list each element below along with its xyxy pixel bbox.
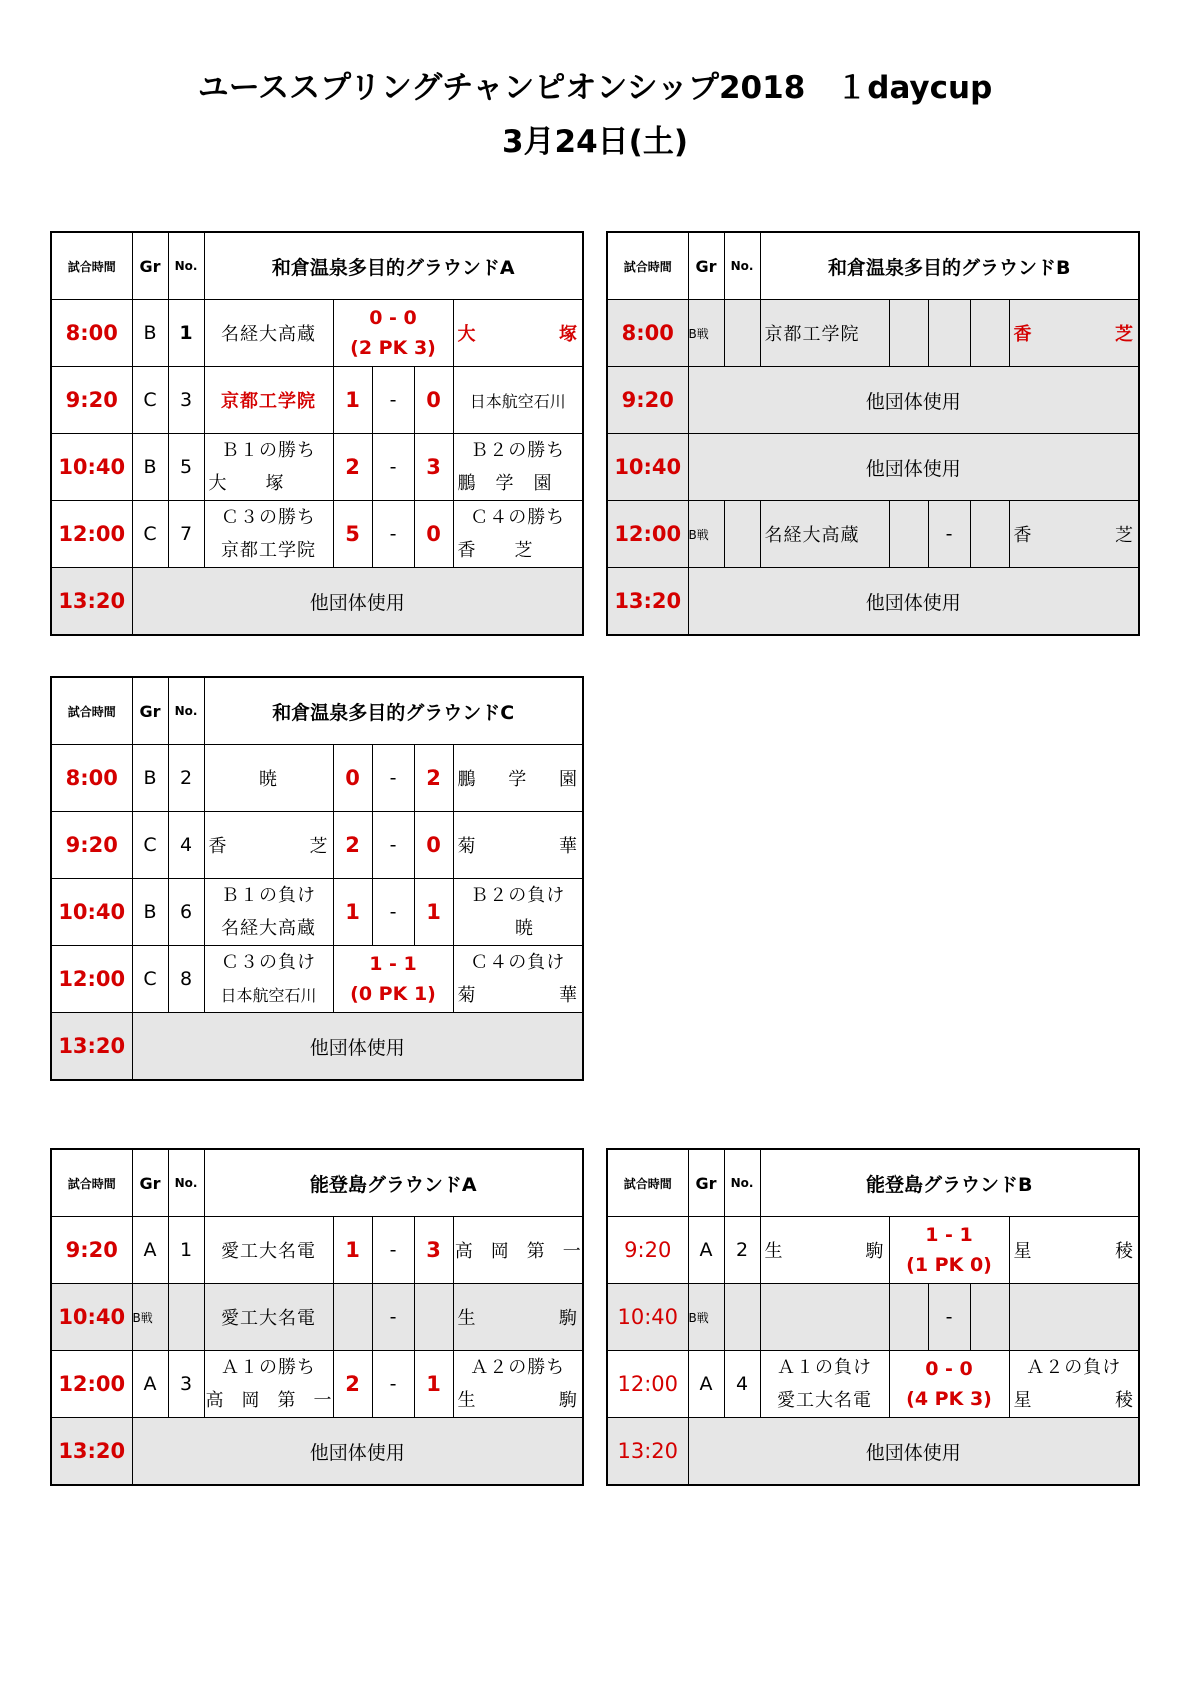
other-use-label: 他団体使用 xyxy=(688,568,1139,636)
away-team-part: 生 xyxy=(457,1308,477,1329)
away-team-source: Ａ２の負け xyxy=(1026,1357,1122,1378)
away-team xyxy=(453,434,583,501)
match-group: A xyxy=(132,1217,168,1284)
away-team xyxy=(1009,1217,1139,1284)
score-dash: - xyxy=(372,501,414,568)
header-gr: Gr xyxy=(688,1149,724,1217)
home-team-name: 日本航空石川 xyxy=(220,986,317,1005)
home-team: 愛工大名電 xyxy=(204,1217,333,1284)
score-line: 1 - 1 xyxy=(369,953,417,975)
away-team xyxy=(453,1284,583,1351)
away-team-part: 園 xyxy=(559,769,578,790)
unavailable-row xyxy=(607,1418,1139,1486)
schedule-table-notojima-b xyxy=(606,1148,1140,1486)
ground-name: 和倉温泉多目的グラウンドB xyxy=(760,232,1139,300)
home-team xyxy=(204,434,333,501)
header-row xyxy=(51,232,583,300)
other-use-label: 他団体使用 xyxy=(688,1418,1139,1486)
pk-line: (0 PK 1) xyxy=(350,983,436,1005)
home-score xyxy=(889,1284,928,1351)
match-time: 13:20 xyxy=(51,1013,132,1081)
match-number: 3 xyxy=(168,367,204,434)
home-team-name: 名経大高蔵 xyxy=(221,324,316,345)
home-team: 愛工大名電 xyxy=(204,1284,333,1351)
header-row xyxy=(607,232,1139,300)
away-team-source: Ｃ４の負け xyxy=(470,952,566,973)
unavailable-row xyxy=(607,568,1139,636)
away-team-part: 香 xyxy=(1013,324,1033,345)
match-number xyxy=(724,1284,760,1351)
schedule-table-wakura-a xyxy=(50,231,584,636)
ground-name: 能登島グラウンドA xyxy=(204,1149,583,1217)
match-group: B xyxy=(132,434,168,501)
away-score xyxy=(414,1284,453,1351)
match-time: 8:00 xyxy=(51,745,132,812)
home-team-part: 芝 xyxy=(309,836,329,857)
home-team xyxy=(204,812,333,879)
away-team-name: 香 芝 xyxy=(457,540,534,561)
match-score xyxy=(889,1217,1009,1284)
match-time: 12:00 xyxy=(607,501,688,568)
away-team-part: 華 xyxy=(559,836,579,857)
match-score xyxy=(333,300,453,367)
match-number: 8 xyxy=(168,946,204,1013)
home-score: 2 xyxy=(333,1351,372,1418)
match-group: B xyxy=(132,879,168,946)
score-dash: - xyxy=(928,501,970,568)
header-gr: Gr xyxy=(688,232,724,300)
away-team-part: 学 xyxy=(508,769,528,790)
match-number: 1 xyxy=(168,1217,204,1284)
match-row xyxy=(51,879,583,946)
match-time: 12:00 xyxy=(51,1351,132,1418)
home-team xyxy=(204,879,333,946)
home-score xyxy=(333,1284,372,1351)
match-number xyxy=(724,501,760,568)
match-group: B戦 xyxy=(688,501,724,568)
away-team xyxy=(1009,1284,1139,1351)
away-team-name: 日本航空石川 xyxy=(469,391,566,411)
title-line2: 3月24日(土) xyxy=(501,124,689,160)
home-team-part: 生 xyxy=(764,1241,784,1262)
match-number xyxy=(168,1284,204,1351)
home-score xyxy=(889,501,928,568)
away-team-part: 星 xyxy=(1013,1241,1033,1262)
home-team-name: 愛工大名電 xyxy=(777,1390,872,1411)
away-score: 2 xyxy=(414,745,453,812)
away-team-part: 星 xyxy=(1013,1390,1033,1411)
score-line: 0 - 0 xyxy=(369,307,417,329)
home-team-name: 名経大高蔵 xyxy=(221,918,316,939)
home-team: 暁 xyxy=(204,745,333,812)
match-time: 9:20 xyxy=(51,367,132,434)
home-team-source: Ｂ１の勝ち xyxy=(221,440,316,461)
header-row xyxy=(607,1149,1139,1217)
match-group: A xyxy=(688,1217,724,1284)
header-gr: Gr xyxy=(132,1149,168,1217)
unavailable-row xyxy=(607,367,1139,434)
away-team-part: 芝 xyxy=(1115,324,1134,345)
away-team-part: 駒 xyxy=(559,1390,579,1411)
match-time: 13:20 xyxy=(607,568,688,636)
ground-name: 和倉温泉多目的グラウンドC xyxy=(204,677,583,745)
match-group: A xyxy=(132,1351,168,1418)
match-row xyxy=(51,745,583,812)
home-score: 2 xyxy=(333,812,372,879)
match-group: C xyxy=(132,812,168,879)
header-time: 試合時間 xyxy=(51,677,132,745)
match-row xyxy=(51,1217,583,1284)
match-group: B xyxy=(132,745,168,812)
home-score: 1 xyxy=(333,367,372,434)
score-dash: - xyxy=(372,434,414,501)
match-group: B戦 xyxy=(688,300,724,367)
match-number: 1 xyxy=(168,300,204,367)
away-score: 3 xyxy=(414,434,453,501)
home-team xyxy=(760,1217,889,1284)
away-team-source: Ｃ４の勝ち xyxy=(470,507,566,528)
home-score: 5 xyxy=(333,501,372,568)
match-group: C xyxy=(132,946,168,1013)
away-team xyxy=(453,812,583,879)
ground-name: 和倉温泉多目的グラウンドA xyxy=(204,232,583,300)
match-time: 13:20 xyxy=(51,568,132,636)
home-score: 2 xyxy=(333,434,372,501)
home-team xyxy=(204,1351,333,1418)
match-row xyxy=(607,1351,1139,1418)
away-score xyxy=(970,300,1009,367)
home-team-name: 京都工学院 xyxy=(221,391,316,412)
away-team-part: 駒 xyxy=(559,1308,579,1329)
home-team xyxy=(204,300,333,367)
header-gr: Gr xyxy=(132,677,168,745)
match-group: C xyxy=(132,501,168,568)
score-dash: - xyxy=(372,1217,414,1284)
away-team xyxy=(453,1351,583,1418)
match-number: 5 xyxy=(168,434,204,501)
away-team-source: Ｂ２の勝ち xyxy=(470,440,566,461)
home-team-source: Ｃ３の勝ち xyxy=(221,507,316,528)
other-use-label: 他団体使用 xyxy=(132,1418,583,1486)
away-team-name: 鵬 学 園 xyxy=(457,473,553,494)
match-row xyxy=(607,300,1139,367)
away-team xyxy=(453,367,583,434)
match-row xyxy=(607,1284,1139,1351)
home-score: 1 xyxy=(333,1217,372,1284)
away-team: 高 岡 第 一 xyxy=(453,1217,583,1284)
match-row xyxy=(51,501,583,568)
unavailable-row xyxy=(51,1013,583,1081)
match-number: 2 xyxy=(724,1217,760,1284)
away-team-part: 芝 xyxy=(1115,525,1134,546)
home-team xyxy=(204,501,333,568)
match-time: 12:00 xyxy=(51,501,132,568)
away-team-part: 香 xyxy=(1013,525,1033,546)
match-number: 4 xyxy=(724,1351,760,1418)
match-number: 2 xyxy=(168,745,204,812)
match-time: 9:20 xyxy=(607,1217,688,1284)
home-team-source: Ａ１の勝ち xyxy=(221,1357,316,1378)
score-line: 0 - 0 xyxy=(925,1358,973,1380)
home-team-source: Ａ１の負け xyxy=(777,1357,872,1378)
away-score: 0 xyxy=(414,501,453,568)
match-number: 7 xyxy=(168,501,204,568)
header-row xyxy=(51,1149,583,1217)
away-team xyxy=(453,745,583,812)
header-gr: Gr xyxy=(132,232,168,300)
match-row xyxy=(51,1284,583,1351)
match-group: B戦 xyxy=(688,1284,724,1351)
home-team-part: 香 xyxy=(208,836,228,857)
match-row xyxy=(607,501,1139,568)
away-team xyxy=(453,300,583,367)
away-team-part: 鵬 xyxy=(457,769,477,790)
unavailable-row xyxy=(51,568,583,636)
pk-line: (1 PK 0) xyxy=(906,1254,992,1276)
header-no: No. xyxy=(724,1149,760,1217)
home-score xyxy=(889,300,928,367)
match-time: 13:20 xyxy=(51,1418,132,1486)
match-time: 12:00 xyxy=(607,1351,688,1418)
match-time: 10:40 xyxy=(607,434,688,501)
away-team xyxy=(1009,300,1139,367)
score-dash: - xyxy=(372,1351,414,1418)
away-team-part: 塚 xyxy=(559,324,578,345)
home-team-name: 京都工学院 xyxy=(221,540,316,561)
match-time: 10:40 xyxy=(51,1284,132,1351)
header-no: No. xyxy=(168,1149,204,1217)
header-time: 試合時間 xyxy=(607,1149,688,1217)
pk-line: (2 PK 3) xyxy=(350,337,436,359)
match-group: B戦 xyxy=(132,1284,168,1351)
header-no: No. xyxy=(168,677,204,745)
match-row xyxy=(51,946,583,1013)
match-time: 8:00 xyxy=(51,300,132,367)
away-team-part: 華 xyxy=(559,985,579,1006)
home-score: 1 xyxy=(333,879,372,946)
header-row xyxy=(51,677,583,745)
away-score: 1 xyxy=(414,879,453,946)
match-group: B xyxy=(132,300,168,367)
other-use-label: 他団体使用 xyxy=(688,434,1139,501)
away-score: 0 xyxy=(414,367,453,434)
header-time: 試合時間 xyxy=(51,232,132,300)
match-number: 3 xyxy=(168,1351,204,1418)
home-team: 京都工学院 xyxy=(760,300,889,367)
match-group: A xyxy=(688,1351,724,1418)
away-score: 0 xyxy=(414,812,453,879)
header-time: 試合時間 xyxy=(607,232,688,300)
pk-line: (4 PK 3) xyxy=(906,1388,992,1410)
match-time: 10:40 xyxy=(51,434,132,501)
away-team xyxy=(453,879,583,946)
away-team-source: Ｂ２の負け xyxy=(470,885,566,906)
match-time: 9:20 xyxy=(51,1217,132,1284)
match-row xyxy=(51,367,583,434)
ground-name: 能登島グラウンドB xyxy=(760,1149,1139,1217)
schedule-table-wakura-c xyxy=(50,676,584,1081)
other-use-label: 他団体使用 xyxy=(132,1013,583,1081)
home-score: 0 xyxy=(333,745,372,812)
home-team xyxy=(204,367,333,434)
home-team xyxy=(760,1351,889,1418)
header-no: No. xyxy=(168,232,204,300)
unavailable-row xyxy=(51,1418,583,1486)
away-team-part: 大 xyxy=(457,324,477,345)
header-no: No. xyxy=(724,232,760,300)
schedule-table-wakura-b xyxy=(606,231,1140,636)
match-row xyxy=(607,1217,1139,1284)
title-line1: ユーススプリングチャンピオンシップ2018 １daycup xyxy=(197,70,993,106)
score-dash: - xyxy=(372,1284,414,1351)
away-team-part: 菊 xyxy=(457,836,477,857)
away-team-part: 稜 xyxy=(1115,1390,1135,1411)
home-team-name: 大 塚 xyxy=(208,473,285,494)
match-time: 13:20 xyxy=(607,1418,688,1486)
away-team xyxy=(453,946,583,1013)
away-team-source: Ａ２の勝ち xyxy=(470,1357,566,1378)
score-line: 1 - 1 xyxy=(925,1224,973,1246)
match-row xyxy=(51,300,583,367)
away-team xyxy=(1009,1351,1139,1418)
score-dash xyxy=(928,300,970,367)
away-score: 3 xyxy=(414,1217,453,1284)
header-time: 試合時間 xyxy=(51,1149,132,1217)
away-team xyxy=(1009,501,1139,568)
match-number: 4 xyxy=(168,812,204,879)
unavailable-row xyxy=(607,434,1139,501)
away-team xyxy=(453,501,583,568)
away-team-part: 稜 xyxy=(1115,1241,1135,1262)
away-score: 1 xyxy=(414,1351,453,1418)
home-team xyxy=(760,1284,889,1351)
match-number: 6 xyxy=(168,879,204,946)
other-use-label: 他団体使用 xyxy=(132,568,583,636)
schedule-table-notojima-a xyxy=(50,1148,584,1486)
match-time: 10:40 xyxy=(607,1284,688,1351)
match-time: 8:00 xyxy=(607,300,688,367)
match-score xyxy=(889,1351,1009,1418)
score-dash: - xyxy=(372,745,414,812)
away-team-part: 生 xyxy=(457,1390,477,1411)
score-dash: - xyxy=(928,1284,970,1351)
score-dash: - xyxy=(372,879,414,946)
away-team-part: 菊 xyxy=(457,985,477,1006)
home-team-name: 高 岡 第 一 xyxy=(205,1390,332,1411)
match-row xyxy=(51,1351,583,1418)
other-use-label: 他団体使用 xyxy=(688,367,1139,434)
away-team-name: 暁 xyxy=(515,918,535,939)
away-score xyxy=(970,501,1009,568)
home-team-source: Ｂ１の負け xyxy=(221,885,316,906)
home-team-part: 駒 xyxy=(865,1241,885,1262)
match-group: C xyxy=(132,367,168,434)
match-time: 9:20 xyxy=(607,367,688,434)
match-time: 12:00 xyxy=(51,946,132,1013)
match-time: 9:20 xyxy=(51,812,132,879)
home-team xyxy=(204,946,333,1013)
match-time: 10:40 xyxy=(51,879,132,946)
home-team-source: Ｃ３の負け xyxy=(221,952,316,973)
home-team: 名経大高蔵 xyxy=(760,501,889,568)
match-row xyxy=(51,434,583,501)
away-score xyxy=(970,1284,1009,1351)
score-dash: - xyxy=(372,812,414,879)
match-row xyxy=(51,812,583,879)
score-dash: - xyxy=(372,367,414,434)
match-score xyxy=(333,946,453,1013)
match-number xyxy=(724,300,760,367)
